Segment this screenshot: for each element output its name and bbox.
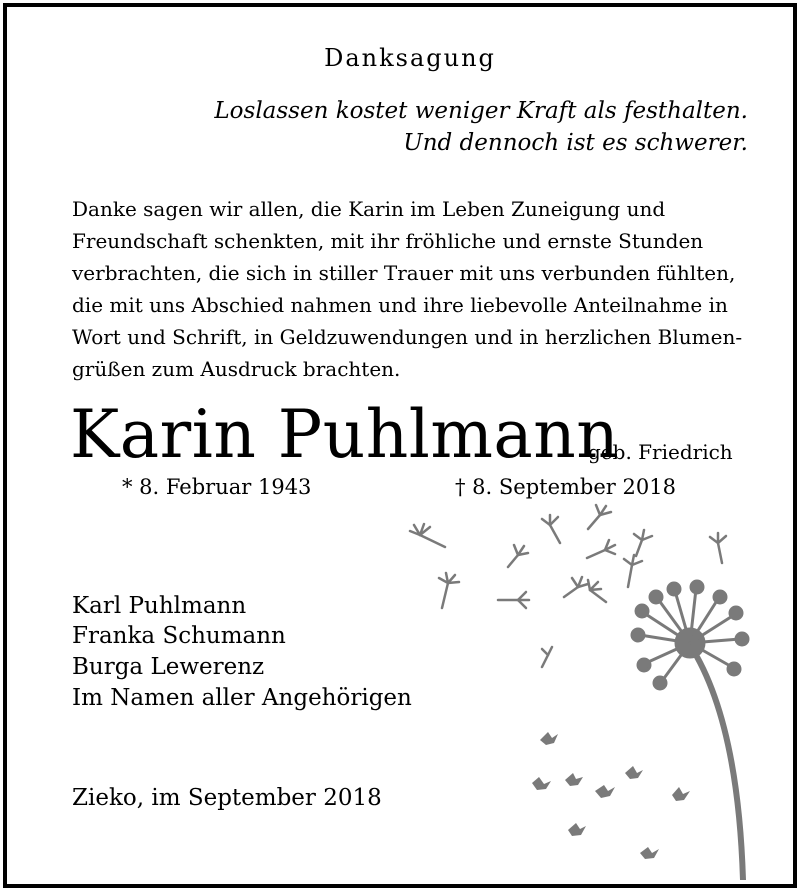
signer-name: Franka Schumann [72,623,286,649]
body-text-line: Wort und Schrift, in Geldzuwendungen und in herzlichen Blumen- [72,325,743,349]
body-text-line: Danke sagen wir allen, die Karin im Leben Zuneigung und [72,197,666,221]
dandelion-illustration [400,495,780,880]
birds [532,732,690,859]
place-and-date: Zieko, im September 2018 [72,785,382,811]
body-text-line: verbrachten, die sich in stiller Trauer mit uns verbunden fühlten, [72,261,736,285]
signer-name: Im Namen aller Angehörigen [72,685,412,711]
body-text-line: die mit uns Abschied nahmen und ihre liebevolle Anteilnahme in [72,293,728,317]
dandelion-stem [690,645,743,880]
quote-line-1: Loslassen kostet weniger Kraft als festhalten. [214,98,748,124]
dandelion-head [632,581,748,689]
deceased-name: Karin Puhlmann [70,396,620,473]
signer-name: Karl Puhlmann [72,593,247,619]
signer-name: Burga Lewerenz [72,654,265,680]
birth-date: * 8. Februar 1943 [122,475,312,499]
maiden-name: geb. Friedrich [588,440,733,464]
notice-heading: Danksagung [324,44,496,72]
death-date: † 8. September 2018 [455,475,676,499]
body-text-line: grüßen zum Ausdruck brachten. [72,357,401,381]
quote-line-2: Und dennoch ist es schwerer. [403,130,748,156]
body-text-line: Freundschaft schenkten, mit ihr fröhliche und ernste Stunden [72,229,704,253]
